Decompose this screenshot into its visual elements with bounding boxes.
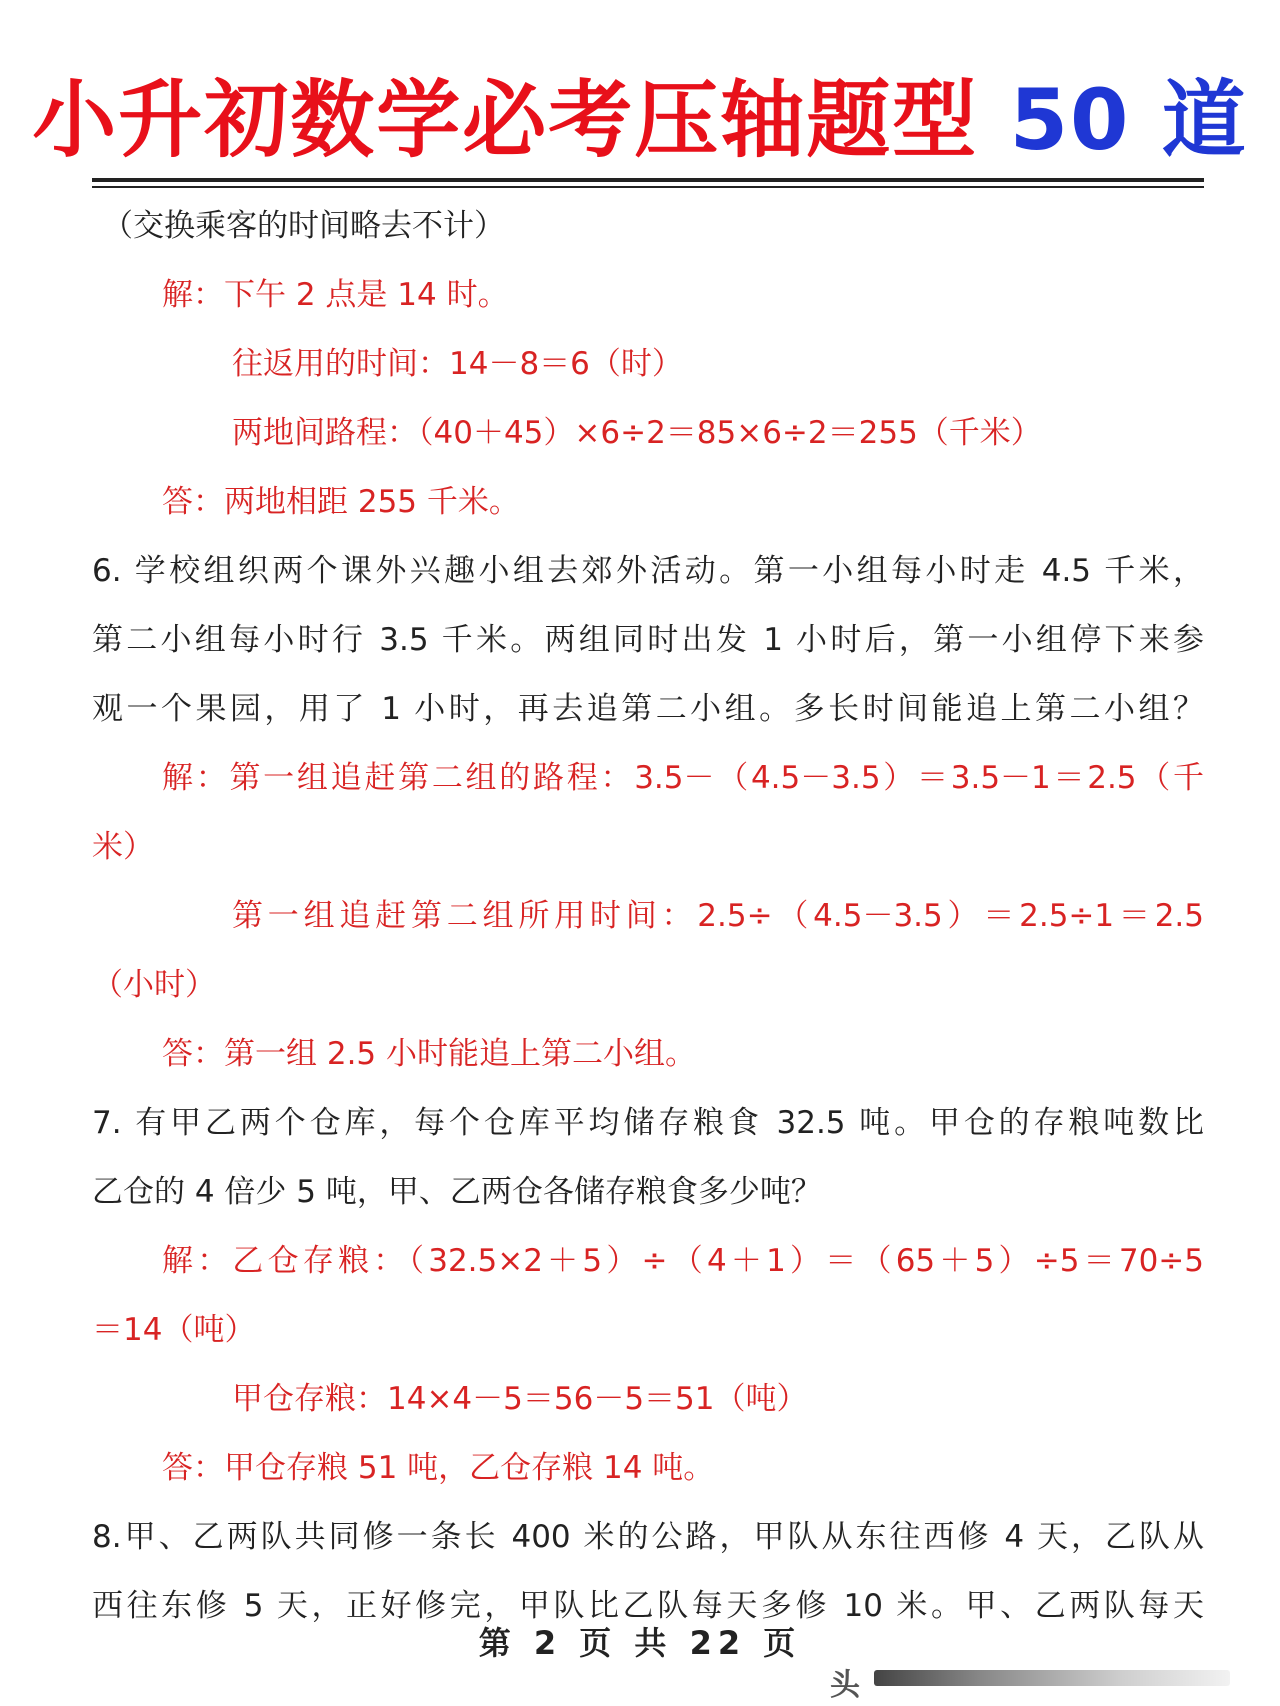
page-number: 第 2 页 共 22 页 (478, 1624, 802, 1662)
problem-line: 7. 有甲乙两个仓库，每个仓库平均储存粮食 32.5 吨。甲仓的存粮吨数比 (92, 1105, 1204, 1141)
solution-line: 两地间路程：（40＋45）×6÷2＝85×6÷2＝255（千米） (232, 415, 1042, 451)
solution-line: 解：乙仓存粮：（32.5×2＋5）÷（4＋1）＝（65＋5）÷5＝70÷5 (162, 1243, 1204, 1279)
solution-line: （小时） (92, 967, 216, 1003)
solution-line: 解：第一组追赶第二组的路程：3.5－（4.5－3.5）＝3.5－1＝2.5（千 (162, 760, 1204, 796)
solution-line: 答：甲仓存粮 51 吨，乙仓存粮 14 吨。 (162, 1450, 715, 1486)
document-body (92, 192, 1204, 1641)
watermark (830, 1660, 1230, 1703)
solution-line: ＝14（吨） (92, 1312, 256, 1348)
problem-line: 乙仓的 4 倍少 5 吨，甲、乙两仓各储存粮食多少吨？ (92, 1174, 822, 1210)
title-divider-thin (92, 186, 1204, 188)
solution-line: 甲仓存粮：14×4－5＝56－5＝51（吨） (232, 1381, 808, 1417)
page-title (0, 70, 1280, 170)
solution-line: 答：两地相距 255 千米。 (162, 484, 520, 520)
problem-line: 第二小组每小时行 3.5 千米。两组同时出发 1 小时后，第一小组停下来参 (92, 622, 1204, 658)
title-main: 小升初数学必考压轴题型 (32, 71, 979, 169)
solution-line: 米） (92, 829, 154, 865)
problem-line: 西往东修 5 天，正好修完，甲队比乙队每天多修 10 米。甲、乙两队每天 (92, 1588, 1204, 1624)
solution-line: 往返用的时间：14－8＝6（时） (232, 346, 683, 382)
title-count: 50 道 (1009, 71, 1248, 169)
problem-line: 观一个果园，用了 1 小时，再去追第二小组。多长时间能追上第二小组？ (92, 691, 1204, 727)
solution-line: 第一组追赶第二组所用时间：2.5÷（4.5－3.5）＝2.5÷1＝2.5 (232, 898, 1204, 934)
problem-line: 8.甲、乙两队共同修一条长 400 米的公路，甲队从东往西修 4 天，乙队从 (92, 1519, 1204, 1555)
problem-line: （交换乘客的时间略去不计） (102, 208, 505, 244)
solution-line: 解：下午 2 点是 14 时。 (162, 277, 509, 313)
solution-line: 答：第一组 2.5 小时能追上第二小组。 (162, 1036, 697, 1072)
title-divider-thick (92, 178, 1204, 182)
watermark-bar (874, 1670, 1230, 1686)
problem-line: 6. 学校组织两个课外兴趣小组去郊外活动。第一小组每小时走 4.5 千米， (92, 553, 1204, 589)
watermark-logo: 头 (830, 1668, 860, 1703)
